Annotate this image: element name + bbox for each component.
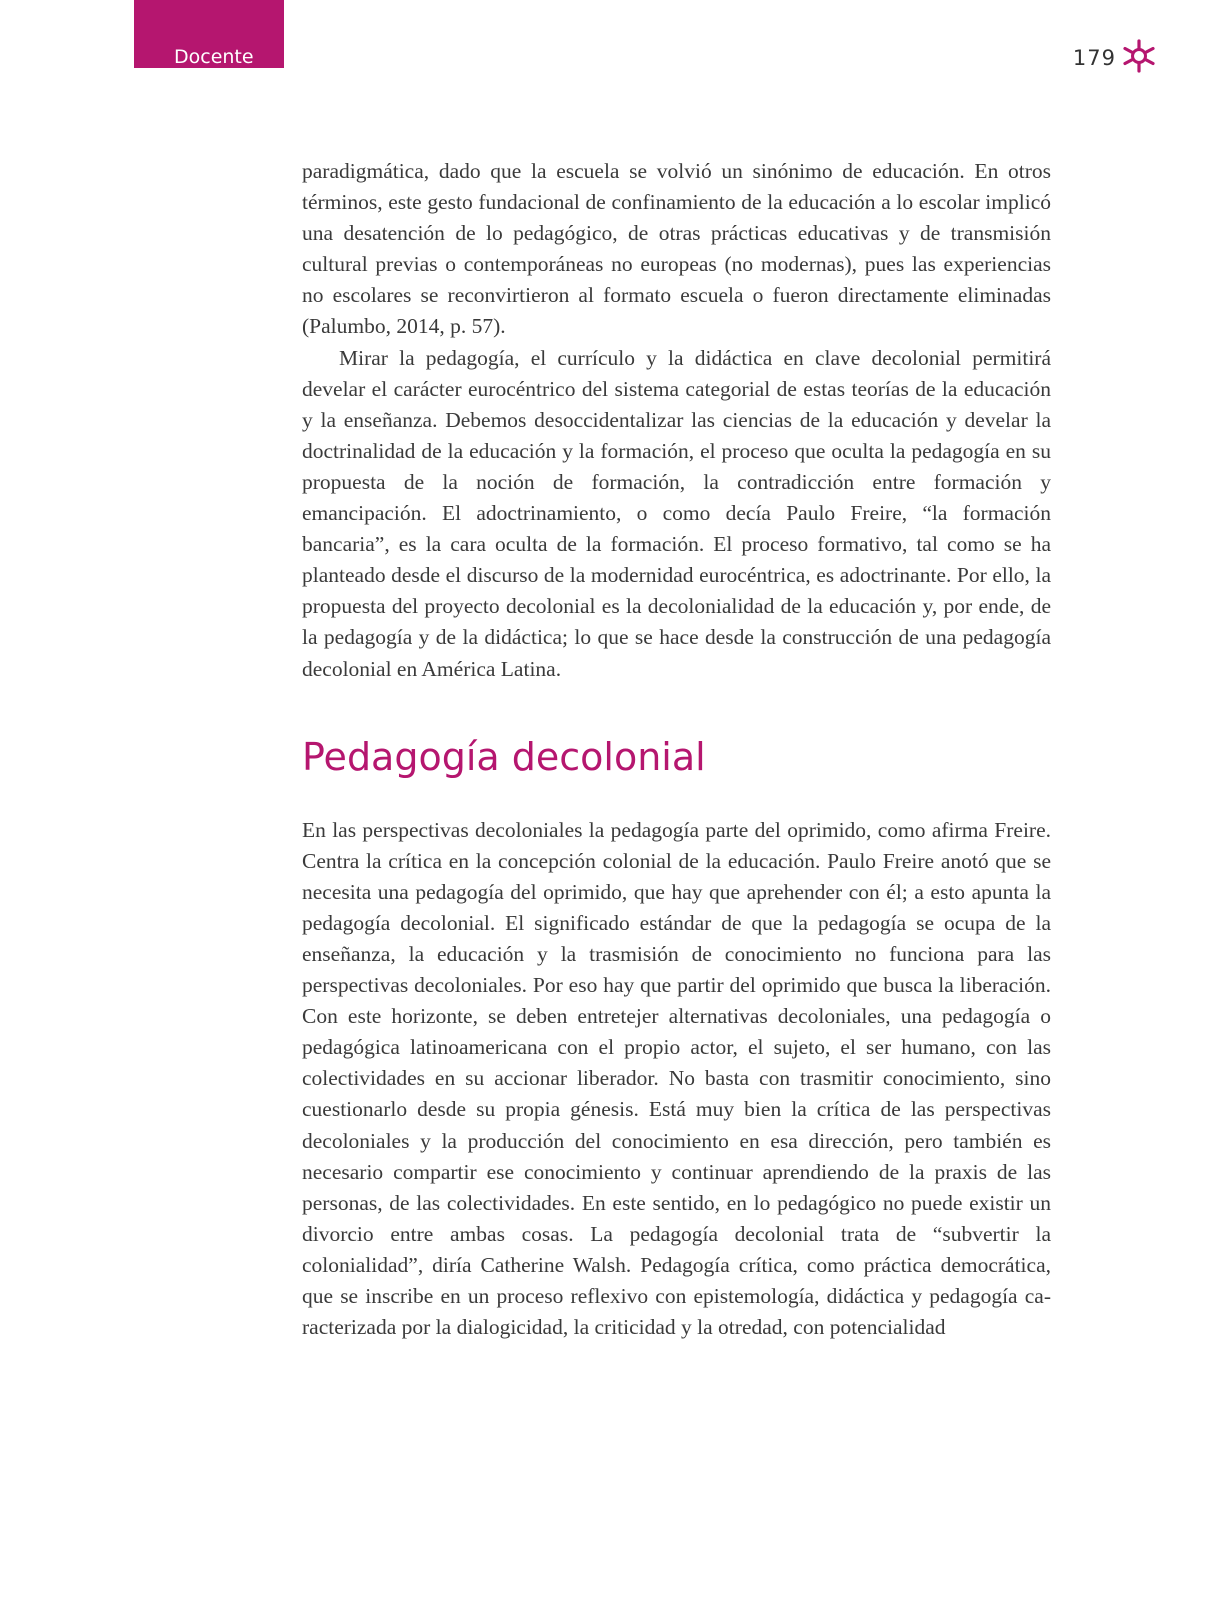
section-label: Docente xyxy=(174,46,254,68)
body-paragraph-2: Mirar la pedagogía, el currículo y la didáctica en clave decolonial permitirá develar el carácter eurocéntrico del sistema categorial de estas teorías de la educación y la enseñanza. Debemos desoccidentalizar las ciencias de la educación y develar la doctrinalidad de la educación y la formación, el proceso que oculta la pedagogía en su propuesta de la noción de formación, la contradicción entre formación y emancipación. El adoctrinamiento, o como decía Paulo Freire, “la formación bancaria”, es la cara oculta de la formación. El proceso formativo, tal como se ha planteado desde el discurso de la modernidad eurocéntrica, es adoctrinante. Por ello, la propuesta del proyecto decolonial es la decolonialidad de la educación y, por ende, de la pedagogía y de la didáctica; lo que se hace desde la construcción de una pedagogía decolonial en América Latina. xyxy=(302,345,1051,681)
body-paragraph-1: paradigmática, dado que la escuela se volvió un sinónimo de educación. En otros términos, este gesto fundacional de confinamiento de la educación a lo escolar implicó una desatención de lo pedagógico, de otras prácticas educativas y de transmisión cultural previas o contemporáneas no europeas (no modernas), pues las experiencias no escolares se reconvirtieron al formato escuela o fueron directamente eliminadas (Palumbo, 2014, p. 57). xyxy=(302,159,1051,339)
header-section-tab xyxy=(134,0,284,68)
body-paragraph-3: En las perspectivas decoloniales la pedagogía parte del oprimido, como afirma Freire. Centra la crítica en la concepción colonial de la educación. Paulo Freire anotó que se necesita una pedagogía del oprimido, que hay que aprehender con él; a esto apunta la pedagogía decolonial. El significado estándar de que la pedagogía se ocupa de la enseñanza, la educación y la trasmisión de conocimiento no funciona para las perspectivas decoloniales. Por eso hay que partir del oprimido que busca la liberación. Con este horizonte, se deben entretejer alternativas decoloniales, una pedagogía o pedagógica latinoamericana con el propio actor, el sujeto, el ser humano, con las colectividades en su accionar liberador. No basta con trasmitir conocimiento, sino cuestionarlo desde su propia génesis. Está muy bien la crítica de las perspectivas decoloniales y la producción del conocimiento en esa dirección, pero también es necesario compartir ese conocimiento y continuar aprendiendo de la praxis de las personas, de las colectividades. En este sentido, en lo pedagógico no puede existir un divorcio entre ambas cosas. La pedagogía decolonial trata de “subvertir la colonialidad”, diría Catherine Walsh. Pedagogía crítica, como práctica democrática, que se inscribe en un proceso reflexivo con epistemología, didáctica y pedagogía caracterizada por la dialogicidad, la criticidad y la otredad, con potencialidad xyxy=(302,817,1051,1340)
page-number: 179 xyxy=(1072,46,1116,70)
page-body xyxy=(302,156,1051,1343)
section-heading: Pedagogía decolonial xyxy=(302,734,706,779)
asterisk-star-icon xyxy=(1121,38,1157,74)
